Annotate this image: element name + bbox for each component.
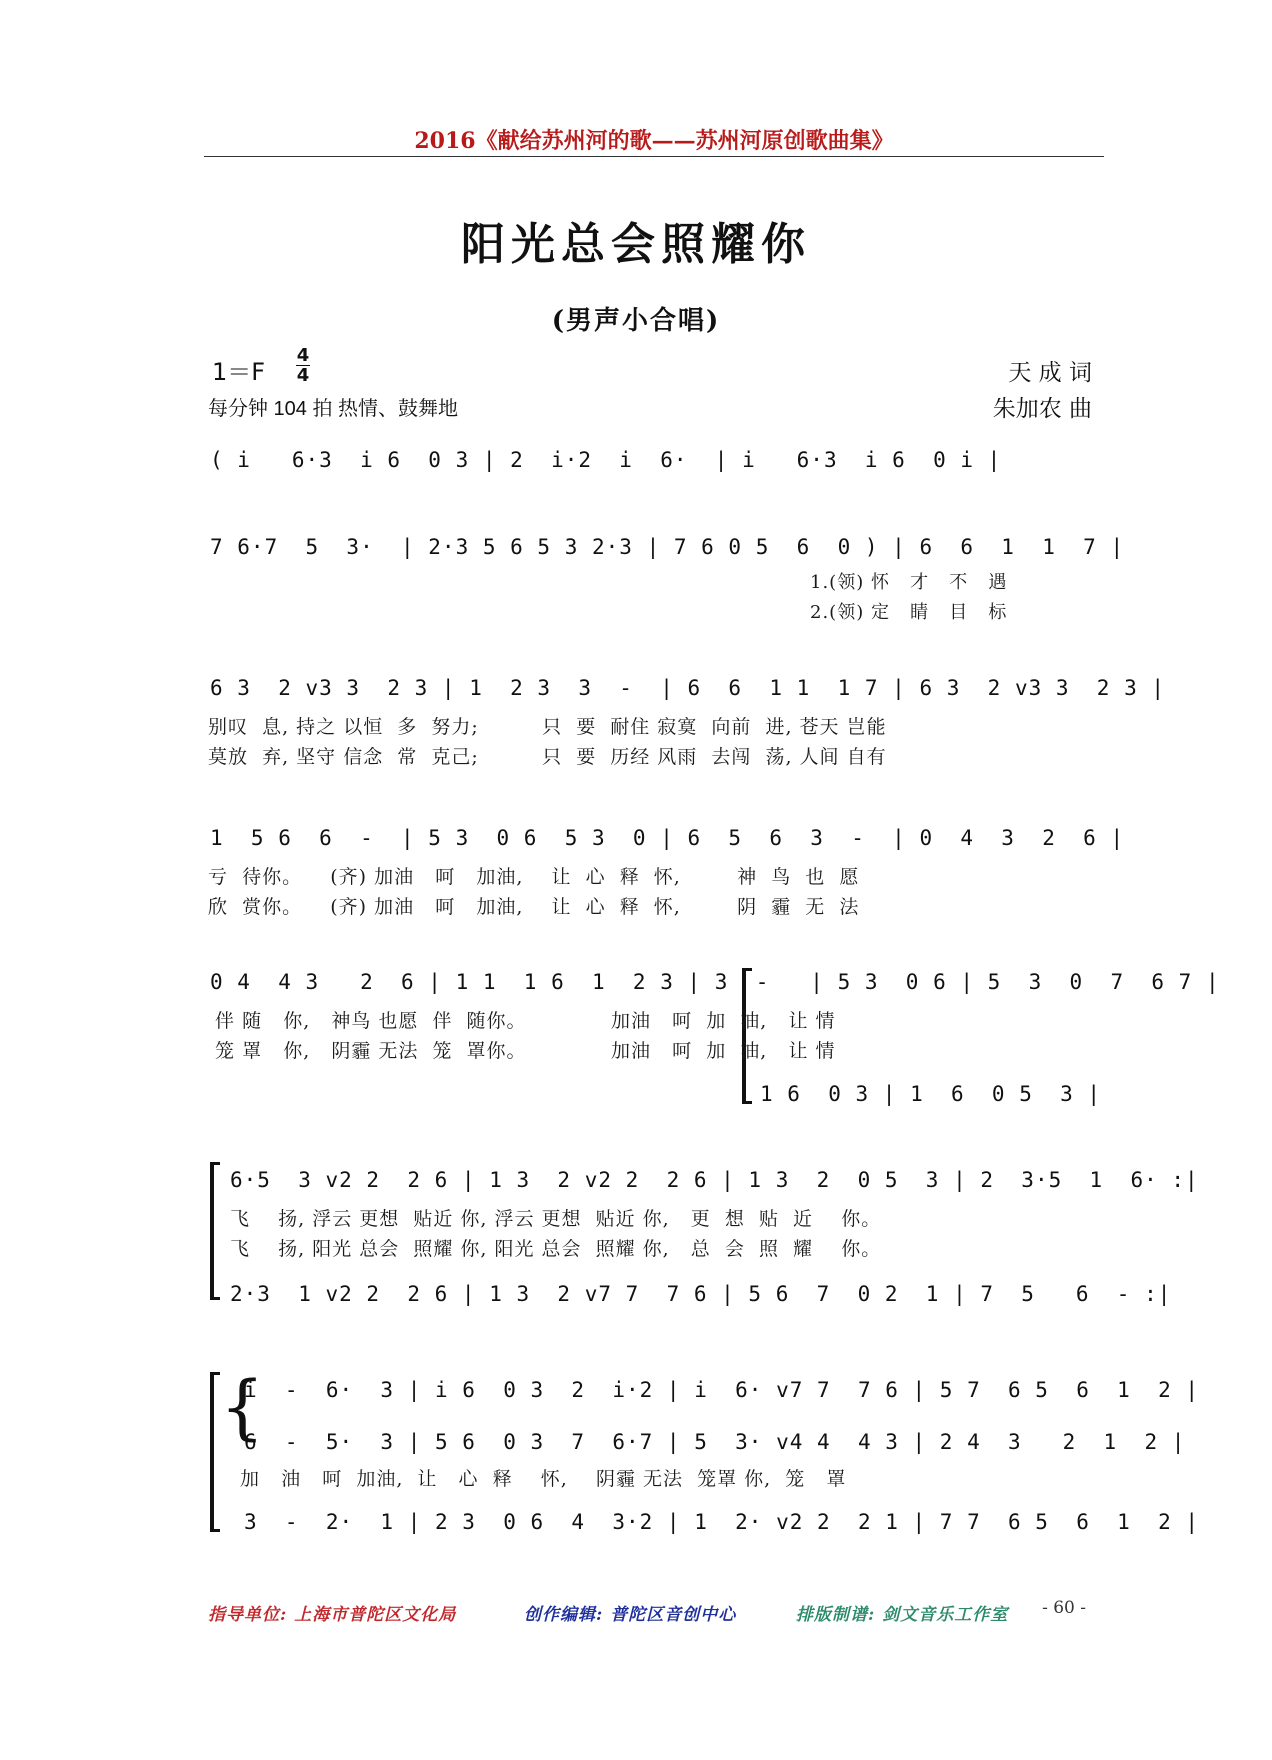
score-line-5: 0 4 4 3 2 6 | 1 1 1 6 1 2 3 | 3 - | 5 3 0 6 | 5 3 0 7 6 7 | [210, 970, 1220, 994]
page-number: - 60 - [1042, 1598, 1086, 1618]
key-signature: 1＝F [212, 358, 266, 386]
lyric-line-6-verse2: 飞 扬, 阳光 总会 照耀 你, 阳光 总会 照耀 你, 总 会 照 耀 你。 [230, 1238, 882, 1260]
score-line-6-lower: 2·3 1 v2 2 2 6 | 1 3 2 v7 7 7 6 | 5 6 7 0 2 1 | 7 5 6 - :| [230, 1282, 1172, 1306]
composer-credit: 朱加农 曲 [992, 396, 1092, 422]
lyric-line-3-verse1: 别叹 息, 持之 以恒 多 努力; 只 要 耐住 寂寞 向前 进, 苍天 岂能 [208, 716, 887, 738]
score-line-7-upper: i - 6· 3 | i 6 0 3 2 i·2 | i 6· v7 7 7 6 | 5 7 6 5 6 1 2 | [244, 1378, 1200, 1402]
score-line-2: 7 6·7 5 3· | 2·3 5 6 5 3 2·3 | 7 6 0 5 6 0 ) | 6 6 1 1 7 | [210, 535, 1125, 559]
lyric-line-6-verse1: 飞 扬, 浮云 更想 贴近 你, 浮云 更想 贴近 你, 更 想 贴 近 你。 [230, 1208, 882, 1230]
time-signature [296, 346, 310, 385]
song-title: 阳光总会照耀你 [461, 219, 811, 270]
chorus-bracket-3 [210, 1372, 214, 1532]
time-sig-top: 4 [296, 345, 310, 366]
lyric-line-5-verse1: 伴 随 你, 神鸟 也愿 伴 随你。 加油 呵 加 油, 让 情 [208, 1010, 836, 1032]
score-line-3: 6 3 2 v3 3 2 3 | 1 2 3 3 - | 6 6 1 1 1 7 | 6 3 2 v3 3 2 3 | [210, 676, 1166, 700]
chorus-bracket-2 [210, 1162, 214, 1300]
lyric-line-4-verse2: 欣 赏你。 (齐) 加油 呵 加油, 让 心 释 怀, 阴 霾 无 法 [208, 896, 860, 918]
score-line-6: 6·5 3 v2 2 2 6 | 1 3 2 v2 2 2 6 | 1 3 2 0 5 3 | 2 3·5 1 6· :| [230, 1168, 1199, 1192]
score-line-7-middle: 6 - 5· 3 | 5 6 0 3 7 6·7 | 5 3· v4 4 4 3 | 2 4 3 2 1 2 | [244, 1430, 1186, 1454]
voice-brace: { [220, 1366, 265, 1448]
header-rule [204, 156, 1104, 157]
lyricist-credit: 天 成 词 [1008, 360, 1092, 386]
lyric-line-2-verse2: 2.(领) 定 睛 目 标 [810, 602, 1008, 623]
lyric-line-3-verse2: 莫放 弃, 坚守 信念 常 克己; 只 要 历经 风雨 去闯 荡, 人间 自有 [208, 746, 887, 768]
collection-header: 2016《献给苏州河的歌——苏州河原创歌曲集》 [414, 128, 894, 154]
time-sig-bottom: 4 [296, 365, 310, 386]
score-line-4: 1 5 6 6 - | 5 3 0 6 5 3 0 | 6 5 6 3 - | 0 4 3 2 6 | [210, 826, 1125, 850]
footer-create-edit: 创作编辑: 普陀区音创中心 [524, 1605, 737, 1625]
footer-typeset: 排版制谱: 剑文音乐工作室 [796, 1605, 1009, 1625]
lyric-line-2-verse1: 1.(领) 怀 才 不 遇 [810, 572, 1008, 593]
song-subtitle: (男声小合唱) [551, 306, 721, 336]
lyric-line-4-verse1: 亏 待你。 (齐) 加油 呵 加油, 让 心 释 怀, 神 鸟 也 愿 [208, 866, 860, 888]
score-line-7-lower: 3 - 2· 1 | 2 3 0 6 4 3·2 | 1 2· v2 2 2 1 | 7 7 6 5 6 1 2 | [244, 1510, 1200, 1534]
score-line-1: ( i 6·3 i 6 0 3 | 2 i·2 i 6· | i 6·3 i 6 0 i | [210, 448, 1002, 472]
score-line-5-lower: 1 6 0 3 | 1 6 0 5 3 | [760, 1082, 1102, 1106]
footer-guide-unit: 指导单位: 上海市普陀区文化局 [208, 1605, 457, 1625]
lyric-line-5-verse2: 笼 罩 你, 阴霾 无法 笼 罩你。 加油 呵 加 油, 让 情 [208, 1040, 836, 1062]
tempo-marking: 每分钟 104 拍 热情、鼓舞地 [208, 398, 459, 420]
lyric-line-7: 加 油 呵 加油, 让 心 释 怀, 阴霾 无法 笼罩 你, 笼 罩 [240, 1468, 847, 1490]
